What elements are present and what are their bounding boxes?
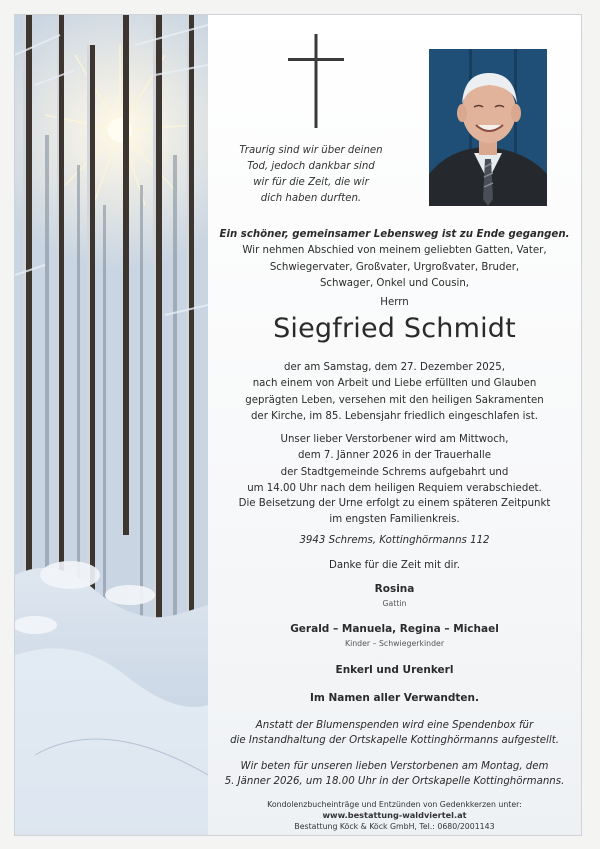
intro-line: Schwiegervater, Großvater, Urgroßvater, Bruder,	[269, 261, 520, 273]
forest-illustration	[15, 15, 208, 835]
quote-line: Tod, jedoch dankbar sind	[247, 161, 375, 172]
bio-line: der am Samstag, dem 27. Dezember 2025,	[283, 362, 505, 373]
children-role: Kinder – Schwiegerkinder	[344, 639, 445, 648]
winter-forest-image	[15, 15, 208, 835]
cross-icon	[288, 34, 344, 128]
obituary-text-area	[208, 15, 581, 835]
bio-line: geprägten Leben, versehen mit den heiligen Sakramenten	[245, 394, 544, 406]
urn-line: im engsten Familienkreis.	[329, 514, 460, 526]
intro-lead: Ein schöner, gemeinsamer Lebensweg ist zu Ende gegangen.	[219, 229, 570, 240]
urn-line: Die Beisetzung der Urne erfolgt zu einem späteren Zeitpunkt	[238, 498, 551, 509]
children-names: Gerald – Manuela, Regina – Michael	[290, 623, 499, 635]
all-relatives-line: Im Namen aller Verwandten.	[309, 692, 480, 704]
prayer-line: 5. Jänner 2026, um 18.00 Uhr in der Ortskapelle Kottinghörmanns.	[224, 776, 565, 788]
footer	[208, 799, 581, 832]
salutation: Herrn	[380, 297, 409, 308]
footer-note: Kondolenzbucheinträge und Entzünden von Gedenkkerzen unter:	[267, 800, 522, 809]
condolence-quote	[226, 143, 396, 207]
spouse-name: Rosina	[374, 583, 415, 595]
prayer-section	[208, 759, 581, 790]
biography-section	[208, 360, 581, 426]
thanks-line: Danke für die Zeit mit dir.	[329, 560, 460, 571]
portrait-photo	[429, 49, 547, 206]
quote-line: Traurig sind wir über deinen	[239, 145, 383, 156]
funeral-line: dem 7. Jänner 2026 in der Trauerhalle	[297, 450, 492, 462]
intro-section	[208, 227, 581, 293]
funeral-line: Unser lieber Verstorbener wird am Mittwoch,	[280, 434, 509, 445]
bio-line: nach einem von Arbeit und Liebe erfüllten und Glauben	[252, 378, 537, 390]
donation-section	[208, 718, 581, 749]
donation-line: die Instandhaltung der Ortskapelle Kottinghörmanns aufgestellt.	[230, 735, 559, 747]
donation-line: Anstatt der Blumenspenden wird eine Spendenbox für	[255, 720, 534, 731]
company-info: Bestattung Köck & Köck GmbH, Tel.: 0680/2001143	[294, 822, 495, 831]
family-address: 3943 Schrems, Kottinghörmanns 112	[299, 535, 490, 546]
funeral-line: um 14.00 Uhr nach dem heiligen Requiem verabschiedet.	[247, 483, 542, 495]
spouse-role: Gattin	[382, 599, 407, 608]
grandchildren-line: Enkerl und Urenkerl	[335, 664, 454, 676]
prayer-line: Wir beten für unseren lieben Verstorbenen am Montag, dem	[240, 761, 549, 772]
website-link[interactable]: www.bestattung-waldviertel.at	[322, 810, 467, 820]
quote-line: wir für die Zeit, die wir	[253, 177, 369, 188]
obituary-card	[14, 14, 582, 836]
intro-line: Schwager, Onkel und Cousin,	[319, 278, 470, 290]
deceased-name: Siegfried Schmidt	[273, 313, 516, 344]
quote-line: dich haben durften.	[260, 193, 362, 204]
intro-line: Wir nehmen Abschied von meinem geliebten Gatten, Vater,	[242, 245, 547, 257]
bio-line: der Kirche, im 85. Lebensjahr friedlich eingeschlafen ist.	[250, 411, 539, 423]
deceased-portrait	[429, 49, 547, 206]
funeral-section	[208, 432, 581, 498]
urn-section	[208, 496, 581, 529]
funeral-line: der Stadtgemeinde Schrems aufgebahrt und	[280, 466, 509, 478]
